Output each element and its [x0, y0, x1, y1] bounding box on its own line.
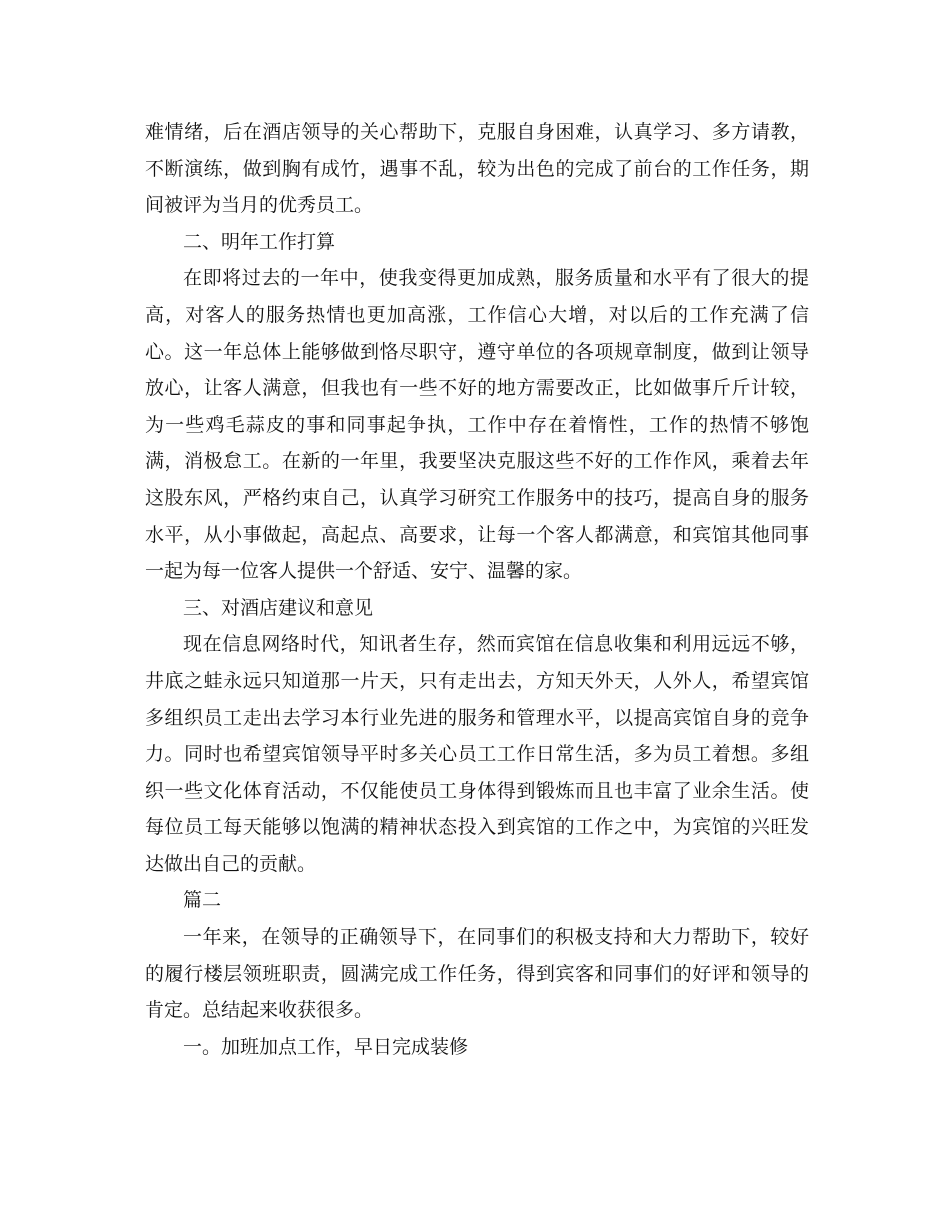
- paragraph-next-year-plan: 在即将过去的一年中，使我变得更加成熟，服务质量和水平有了很大的提高，对客人的服务热情也更加高涨，工作信心大增，对以后的工作充满了信心。这一年总体上能够做到恪尽职守，遵守单位的各项规章制度，做到让领导放心，让客人满意，但我也有一些不好的地方需要改正，比如做事斤斤计较，为一些鸡毛蒜皮的事和同事起争执，工作中存在着惰性，工作的热情不够饱满，消极怠工。在新的一年里，我要坚决克服这些不好的工作作风，乘着去年这股东风，严格约束自己，认真学习研究工作服务中的技巧，提高自身的服务水平，从小事做起，高起点、高要求，让每一个客人都满意，和宾馆其他同事一起为每一位客人提供一个舒适、安宁、温馨的家。: [145, 267, 809, 583]
- paragraph-year-overview: 一年来，在领导的正确领导下，在同事们的积极支持和大力帮助下，较好的履行楼层领班职责，圆满完成工作任务，得到宾客和同事们的好评和领导的肯定。总结起来收获很多。: [145, 926, 809, 1022]
- paragraph-hotel-suggestions: 现在信息网络时代，知讯者生存，然而宾馆在信息收集和利用远远不够，井底之蛙永远只知道那一片天，只有走出去，方知天外天，人外人，希望宾馆多组织员工走出去学习本行业先进的服务和管理水平，以提高宾馆自身的竞争力。同时也希望宾馆领导平时多关心员工工作日常生活，多为员工着想。多组织一些文化体育活动，不仅能使员工身体得到锻炼而且也丰富了业余生活。使每位员工每天能够以饱满的精神状态投入到宾馆的工作之中，为宾馆的兴旺发达做出自己的贡献。: [145, 633, 809, 875]
- section-heading-next-year-plan: 二、明年工作打算: [183, 230, 336, 253]
- section-heading-hotel-suggestions: 三、对酒店建议和意见: [183, 596, 374, 619]
- document-body: [145, 114, 809, 1065]
- paragraph-performance-summary: 难情绪，后在酒店领导的关心帮助下，克服自身困难，认真学习、多方请教，不断演练，做到胸有成竹，遇事不乱，较为出色的完成了前台的工作任务，期间被评为当月的优秀员工。: [145, 121, 809, 217]
- part-heading-two: 篇二: [183, 889, 222, 912]
- section-heading-overtime-renovation: 一。加班加点工作，早日完成装修: [183, 1035, 469, 1058]
